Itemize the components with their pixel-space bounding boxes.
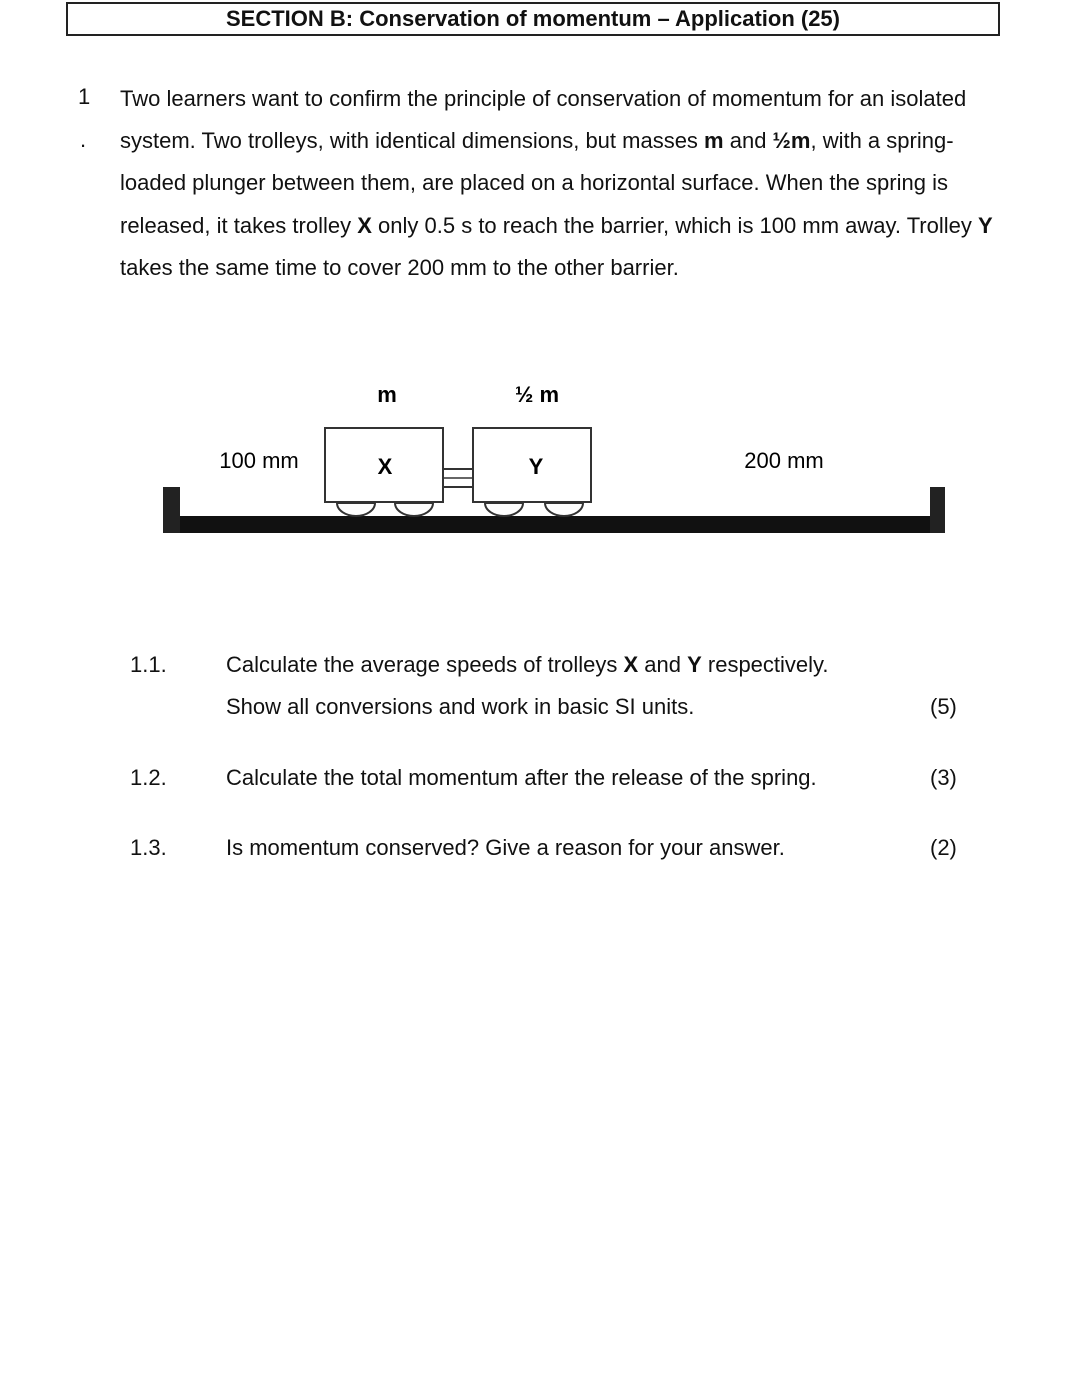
trolley-y-wheel-right — [545, 503, 583, 516]
subquestion-1-2-text — [226, 765, 817, 791]
subquestion-1-1-line1 — [226, 652, 829, 678]
question-text-segment: Two learners want to confirm the principle of conservation of momentum for an isolated system. Two trolleys, with identical dimensions, but masses — [120, 86, 967, 154]
left-barrier — [163, 487, 180, 533]
subquestion-text-segment: and — [638, 652, 688, 677]
question-text-segment: and — [723, 128, 773, 154]
subquestion-1-2-marks: (3) — [930, 765, 957, 790]
distance-left-label: 100 mm — [219, 448, 299, 473]
subquestion-1-3-marks: (2) — [930, 835, 957, 860]
track-surface — [163, 516, 945, 533]
question-text-segment: ½m — [772, 128, 811, 154]
subquestion-1-1-line2: Show all conversions and work in basic SI units. — [226, 694, 695, 719]
trolley-x-wheel-right — [395, 503, 433, 516]
question-text-segment: m — [704, 128, 724, 154]
right-barrier — [930, 487, 945, 533]
question-text-segment: only 0.5 s to reach the barrier, which is 100 mm away. Trolley — [371, 212, 978, 238]
subquestion-text-segment: X — [623, 652, 639, 677]
trolley-y-wheel-left — [485, 503, 523, 516]
trolley-x-label: X — [377, 454, 393, 479]
distance-right-label: 200 mm — [744, 448, 824, 473]
question-text-segment: Y — [978, 212, 993, 238]
subquestion-text-segment: Y — [687, 652, 702, 677]
question-text-segment: , with a spring-loaded plunger between them, are placed on a horizontal surface. When the spring is released, it takes trolley — [120, 128, 954, 238]
mass-y-label: ½ m — [514, 382, 560, 407]
subquestion-text-segment: Calculate the average speeds of trolleys — [226, 652, 624, 677]
section-title: SECTION B: Conservation of momentum – Application (25) — [225, 6, 840, 31]
mass-x-label: m — [377, 382, 397, 407]
subquestion-1-2-number: 1.2. — [130, 765, 167, 790]
subquestion-1-3-text — [226, 835, 785, 861]
subquestion-text-segment: Is momentum conserved? Give a reason for your answer. — [226, 835, 785, 860]
question-number: 1 — [78, 84, 91, 109]
subquestion-text-segment: respectively. — [701, 652, 829, 677]
trolley-y-label: Y — [528, 454, 544, 479]
question-text-segment: takes the same time to cover 200 mm to the other barrier. — [120, 254, 679, 280]
question-text-segment: X — [357, 212, 372, 238]
trolley-x-wheel-left — [337, 503, 375, 516]
subquestion-1-3-number: 1.3. — [130, 835, 167, 860]
question-number-dot: . — [80, 127, 87, 152]
subquestion-text-segment: Calculate the total momentum after the release of the spring. — [226, 765, 817, 790]
subquestion-1-1-number: 1.1. — [130, 652, 167, 677]
trolley-diagram — [0, 0, 1070, 620]
subquestion-1-1-marks: (5) — [930, 694, 957, 719]
